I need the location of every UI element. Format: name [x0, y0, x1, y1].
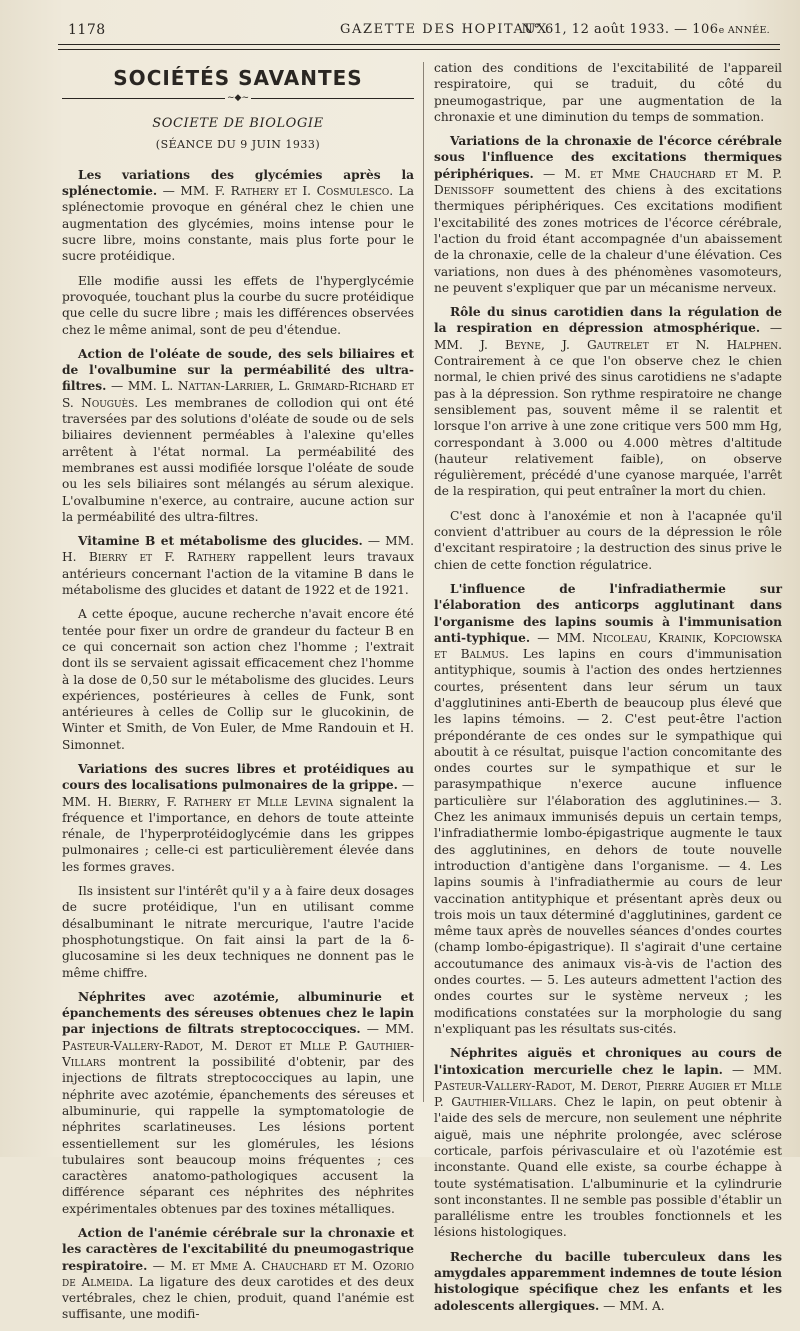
article-paragraph — [434, 304, 782, 500]
page-number: 1178 — [68, 22, 106, 38]
issue-info — [521, 22, 770, 37]
article-authors: — MM. J. Beyne, J. Gautrelet et N. Halphen. — [434, 321, 783, 352]
article-authors: — M. et Mme Chauchard et M. P. Denissoff — [434, 166, 782, 198]
article-authors: — MM. L. Nattan-Larrier, L. Grimard-Richard et S. Nouguès. — [62, 379, 414, 410]
article-title: Action de l'oléate de soude, des sels biliaires et de l'ovalbumine sur la perméabilité des ultra-filtres. — [62, 346, 414, 394]
article-text: rappellent leurs travaux antérieurs concernant l'action de la vitamine B dans le métabolisme des glucides et datant de 1922 et de 1921. — [62, 550, 414, 598]
article-title: Vitamine B et métabolisme des glucides. — [78, 534, 363, 549]
article-paragraph — [62, 761, 414, 875]
article-authors: — MM. F. Rathery et I. Cosmulesco. — [157, 184, 394, 199]
right-column — [434, 60, 782, 1322]
header-rule — [58, 44, 780, 45]
article-text: La splénectomie provoque en général chez le chien une augmentation des glycémies, moins intense pour le sucre libre, moins constante, mais plus forte pour le sucre protéidique. — [62, 184, 415, 264]
article-paragraph — [62, 167, 414, 265]
article-authors: — MM. Nicoleau, Krainik, Kopciowska et Balmus. — [434, 630, 782, 662]
section-title: SOCIÉTÉS SAVANTES — [113, 66, 363, 90]
article-text: Les membranes de collodion qui ont été traversées par des solutions d'oléate de soude ou de sels biliaires deviennent perméables à l'alexine qu'elles arrêtent à l'état normal. La perméabilité des membranes est aussi modifiée lorsque l'oléate de soude ou les sels biliaires sont mélangés au sérum alexique. L'ovalbumine n'exerce, au contraire, aucune action sur la perméabilité des ultra-filtres. — [62, 395, 414, 524]
article-text: signalent la fréquence et l'importance, en dehors de toute atteinte rénale, de l'hyperprotéidoglycémie dans les grippes pulmonaires ; celle-ci est particulièrement élevée dans les formes graves. — [62, 794, 414, 874]
article-title: Action de l'anémie cérébrale sur la chronaxie et les caractères de l'excitabilité du pneumogastrique respiratoire. — [62, 1226, 414, 1273]
article-authors: — MM. H. Bierry, F. Rathery et Mlle Levina — [62, 778, 415, 809]
ornament-icon: ~◆~ — [227, 93, 250, 104]
article-text: La ligature des deux carotides et des deux vertébrales, chez le chien, produit, quand l'anémie est suffisante, une modifi- — [62, 1274, 414, 1322]
article-title: Néphrites avec azotémie, albuminurie et épanchements des séreuses obtenues chez le lapin par injections de filtrats streptococciques. — [62, 989, 414, 1037]
article-text: montrent la possibilité d'obtenir, par des injections de filtrats streptococciques au lapin, une néphrite avec azotémie, épanchements des séreuses et albuminurie, qui rappelle la symptomatologie de néphrites scarlatineuses. Les lésions portent essentiellement sur les glomérules, les lésions tubulaires sont beaucoup moins fréquentes ; ces caractères anatomo-pathologiques accusent la différence séparant ces néphrites des néphrites expérimentales obtenues par des toxines métalliques. — [62, 1055, 414, 1216]
article-title: L'influence de l'infradiathermie sur l'élaboration des anticorps agglutinant dans l'organisme des lapins soumis à l'immunisation anti-typhique. — [434, 581, 782, 645]
article-authors: — MM. Pasteur-Vallery-Radot, M. Derot et Mlle P. Gauthier-Villars — [62, 1022, 414, 1070]
article-title: Les variations des glycémies après la splénectomie. — [62, 167, 414, 199]
article-paragraph — [434, 1045, 782, 1241]
article-paragraph — [62, 533, 414, 598]
article-continuation: cation des conditions de l'excitabilité de l'appareil respiratoire, qui se traduit, du côté du pneumogastrique, par une augmentation de la chronaxie et une diminution du temps de sommation. — [434, 61, 782, 124]
article-paragraph — [434, 1249, 782, 1314]
article-title: Recherche du bacille tuberculeux dans les amygdales apparemment indemnes de toute lésion histologique spécifique chez les enfants et les adolescents allergiques. — [434, 1249, 782, 1313]
article-paragraph: C'est donc à l'anoxémie et non à l'acapnée qu'il convient d'attribuer au cours de la dépression le rôle d'excitant respiratoire ; la destruction des sinus prive le chien de cette fonction régulatrice. — [434, 508, 782, 572]
session-date: (SÉANCE DU 9 JUIN 1933) — [155, 137, 321, 151]
article-paragraph: A cette époque, aucune recherche n'avait encore été tentée pour fixer un ordre de grandeur du facteur B en ce qui concernait son action chez l'homme ; l'extrait dont ils se servaient agissait efficacement chez l'homme à la dose de 0,50 sur le métabolisme des glucides. Leurs expériences, postérieures à celles de Funk, sont antérieures à celles de Collip sur le glucokinin, de Winter et Smith, de Von Euler, de Mme Randouin et H. Simonnet. — [62, 607, 414, 752]
article-paragraph: Ils insistent sur l'intérêt qu'il y a à faire deux dosages de sucre protéidique, l'un en utilisant comme désalbuminant le nitrate mercurique, l'autre l'acide phosphotungstique. On fait ainsi la part de la δ-glucosamine si les deux techniques ne donnent pas le même chiffre. — [62, 884, 414, 980]
article-title: Rôle du sinus carotidien dans la régulation de la respiration en dépression atmosphérique. — [434, 305, 782, 336]
column-divider — [423, 62, 424, 1102]
header-rule-thin — [58, 49, 780, 50]
title-ornament — [62, 94, 414, 102]
article-title: Néphrites aiguës et chroniques au cours de l'intoxication mercurielle chez le lapin. — [434, 1046, 782, 1077]
issue-year: e ANNÉE. — [718, 25, 770, 36]
article-title: Variations de la chronaxie de l'écorce cérébrale sous l'influence des excitations thermiques périphériques. — [434, 134, 782, 181]
article-paragraph — [434, 581, 782, 1037]
page-header — [62, 20, 778, 40]
left-column — [62, 60, 414, 1331]
article-title: Variations des sucres libres et protéidiques au cours des localisations pulmonaires de la grippe. — [62, 761, 414, 793]
article-text: Contrairement à ce que l'on observe chez le chien normal, le chien privé des sinus carotidiens ne s'adapte pas à la dépression. Son rythme respiratoire ne change sensiblement pas, souvent même il se ralentit et lorsque l'on arrive à une zone critique vers 500 mm Hg, correspondant à 3.000 ou 4.000 mètres d'altitude (hauteur relativement faible), on observe régulièrement, précédé d'une cyanose marquée, l'arrêt de la respiration, qui peut entraîner la mort du chien. — [434, 354, 782, 499]
article-paragraph — [62, 989, 414, 1217]
society-name: SOCIETE DE BIOLOGIE — [152, 116, 324, 132]
article-paragraph: Elle modifie aussi les effets de l'hyperglycémie provoquée, touchant plus la courbe du sucre protéidique que celle du sucre libre ; mais les différences observées chez le même animal, sont de peu d'étendue. — [62, 273, 415, 337]
article-paragraph — [434, 133, 782, 296]
article-authors: — M. et Mme A. Chauchard et M. Ozorio de Almeida. — [62, 1258, 414, 1289]
article-text: Les lapins en cours d'immunisation antityphique, soumis à l'action des ondes hertziennes courtes, présentent dans leur sérum un taux d'agglutinines anti-Eberth de beaucoup plus élevé que les lapins témoins. — 2. C'est peut-être l'action prépondérante de ces ondes sur le sympathique qui aboutit à ce résultat, puisque l'action concomitante des ondes courtes sur le sympathique et sur le parasympathique n'exerce aucune influence particulière sur l'élaboration des agglutinines.— 3. Chez les animaux immunisés depuis un certain temps, l'infradiathermie lombo-épigastrique augmente le taux des agglutinines, en dehors de toute nouvelle introduction d'antigène dans l'organisme. — 4. Les lapins soumis à l'infradiathermie au cours de leur vaccination antityphique et présentant après deux ou trois mois un taux déterminé d'agglutinines, gardent ce même taux après de nouvelles séances d'ondes courtes (champ lombo-épigastrique). Il s'agirait d'une certaine accoutumance des animaux vis-à-vis de l'action des ondes courtes. — 5. Les auteurs admettent l'action des ondes courtes sur le système nerveux ; les modifications constatées sur la morphologie du sang n'expliquant pas les résultats sus-cités. — [434, 647, 782, 1036]
article-paragraph — [62, 1225, 414, 1323]
journal-title: GAZETTE DES HOPITAUX — [340, 22, 548, 37]
issue-date: N° 61, 12 août 1933. — 106 — [521, 22, 719, 37]
article-authors: — MM. H. Bierry et F. Rathery — [62, 534, 414, 565]
article-authors: — MM. Pasteur-Vallery-Radot, M. Derot, Pierre Augier et Mlle P. Gauthier-Villars. — [434, 1062, 782, 1110]
article-text: Chez le lapin, on peut obtenir à l'aide des sels de mercure, non seulement une néphrite aiguë, mais une néphrite prolongée, avec sclérose corticale, parfois périvasculaire et où l'azotémie est inconstante. Quand elle existe, sa courbe échappe à toute systématisation. L'albuminurie et la cylindrurie sont inconstantes. Il ne semble pas possible d'établir un parallélisme entre les troubles fonctionnels et les lésions histologiques. — [434, 1095, 782, 1240]
article-text: soumettent des chiens à des excitations thermiques périphériques. Ces excitations modifient l'excitabilité des zones motrices de l'écorce cérébrale, l'action du froid étant accompagnée d'un abaissement de la chronaxie, celle de la chaleur d'une élévation. Ces variations, non dues à des phénomènes vasomoteurs, ne peuvent s'expliquer que par un mécanisme nerveux. — [434, 183, 782, 295]
article-paragraph — [62, 346, 414, 525]
article-authors: — MM. A. — [599, 1298, 665, 1313]
